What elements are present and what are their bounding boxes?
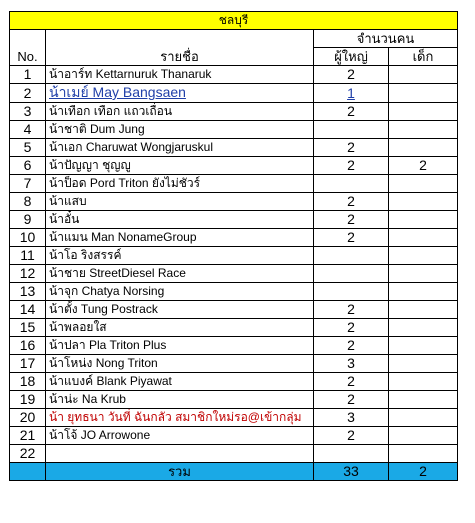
child-count-cell[interactable] xyxy=(389,229,458,247)
table-row xyxy=(10,391,458,409)
adult-count-cell[interactable]: 2 xyxy=(314,373,389,391)
total-row xyxy=(10,463,458,481)
table-row xyxy=(10,337,458,355)
child-count-cell[interactable] xyxy=(389,103,458,121)
row-number-cell[interactable]: 21 xyxy=(10,427,46,445)
child-count-cell[interactable] xyxy=(389,84,458,103)
row-number-cell[interactable]: 13 xyxy=(10,283,46,301)
name-cell[interactable] xyxy=(46,84,314,103)
child-count-cell[interactable] xyxy=(389,391,458,409)
row-number-cell[interactable]: 11 xyxy=(10,247,46,265)
adult-count-link[interactable]: 1 xyxy=(347,84,355,101)
adult-count-cell[interactable]: 2 xyxy=(314,391,389,409)
child-count-cell[interactable] xyxy=(389,319,458,337)
name-cell[interactable]: น้าชาติ Dum Jung xyxy=(46,121,314,139)
adult-count-cell[interactable] xyxy=(314,265,389,283)
name-cell[interactable]: น้าโจ้ JO Arrowone xyxy=(46,427,314,445)
child-count-cell[interactable] xyxy=(389,301,458,319)
row-number-cell[interactable]: 6 xyxy=(10,157,46,175)
name-cell[interactable]: น้า ยุทธนา วันที่ ฉันกลัว สมาชิกใหม่รอ@เข้ากลุ่ม xyxy=(46,409,314,427)
adult-count-cell[interactable] xyxy=(314,175,389,193)
name-link[interactable]: น้าเมย์ May Bangsaen xyxy=(49,84,186,100)
child-count-cell[interactable] xyxy=(389,265,458,283)
table-row xyxy=(10,409,458,427)
table-row xyxy=(10,319,458,337)
table-row xyxy=(10,355,458,373)
child-count-cell[interactable] xyxy=(389,247,458,265)
row-number-cell[interactable]: 8 xyxy=(10,193,46,211)
table-row xyxy=(10,211,458,229)
row-number-cell[interactable]: 1 xyxy=(10,66,46,84)
child-count-cell[interactable] xyxy=(389,175,458,193)
adult-count-cell[interactable]: 2 xyxy=(314,103,389,121)
table-row xyxy=(10,66,458,84)
name-cell[interactable]: น้าเทือก เทือก แถวเถื่อน xyxy=(46,103,314,121)
child-count-cell[interactable] xyxy=(389,409,458,427)
name-cell[interactable]: น้าป็อด Pord Triton ยังไม่ชัวร์ xyxy=(46,175,314,193)
header-no[interactable]: No. xyxy=(10,30,46,66)
name-cell[interactable]: น้าอั๋น xyxy=(46,211,314,229)
row-number-cell[interactable]: 10 xyxy=(10,229,46,247)
table-row xyxy=(10,373,458,391)
name-cell[interactable]: น้าปัญญา ชุญญู xyxy=(46,157,314,175)
name-cell[interactable]: น้าจุก Chatya Norsing xyxy=(46,283,314,301)
table-row xyxy=(10,175,458,193)
child-count-cell[interactable] xyxy=(389,139,458,157)
name-cell[interactable]: น้าแสบ xyxy=(46,193,314,211)
table-row xyxy=(10,229,458,247)
table-row xyxy=(10,427,458,445)
child-count-cell[interactable] xyxy=(389,337,458,355)
name-cell[interactable]: น้าปลา Pla Triton Plus xyxy=(46,337,314,355)
name-cell[interactable]: น้าชาย StreetDiesel Race xyxy=(46,265,314,283)
adult-count-cell[interactable]: 2 xyxy=(314,301,389,319)
child-count-cell[interactable] xyxy=(389,373,458,391)
row-number-cell[interactable]: 2 xyxy=(10,84,46,103)
name-cell[interactable]: น้าน่ะ Na Krub xyxy=(46,391,314,409)
header-count[interactable]: จำนวนคน xyxy=(314,30,458,48)
name-cell[interactable]: น้าพลอยใส xyxy=(46,319,314,337)
table-row xyxy=(10,283,458,301)
row-number-cell[interactable]: 7 xyxy=(10,175,46,193)
name-cell[interactable]: น้าโหน่ง Nong Triton xyxy=(46,355,314,373)
table-row xyxy=(10,84,458,103)
row-number-cell[interactable]: 17 xyxy=(10,355,46,373)
row-number-cell[interactable]: 14 xyxy=(10,301,46,319)
child-count-cell[interactable] xyxy=(389,121,458,139)
table-row xyxy=(10,157,458,175)
row-number-cell[interactable]: 4 xyxy=(10,121,46,139)
header-child[interactable]: เด็ก xyxy=(389,48,458,66)
adult-count-cell[interactable]: 2 xyxy=(314,229,389,247)
adult-count-cell[interactable]: 2 xyxy=(314,193,389,211)
adult-count-cell[interactable]: 2 xyxy=(314,427,389,445)
adult-count-cell[interactable]: 2 xyxy=(314,211,389,229)
total-label[interactable]: รวม xyxy=(46,463,314,481)
table-row xyxy=(10,121,458,139)
header-name[interactable]: รายชื่อ xyxy=(46,30,314,66)
header-adult[interactable]: ผู้ใหญ่ xyxy=(314,48,389,66)
table-row xyxy=(10,139,458,157)
child-count-cell[interactable] xyxy=(389,355,458,373)
child-count-cell[interactable] xyxy=(389,211,458,229)
child-count-cell[interactable] xyxy=(389,283,458,301)
child-count-cell[interactable] xyxy=(389,427,458,445)
table-row xyxy=(10,247,458,265)
sheet-title[interactable]: ชลบุรี xyxy=(10,12,458,30)
row-number-cell[interactable]: 16 xyxy=(10,337,46,355)
attendee-table xyxy=(9,11,458,481)
adult-count-cell[interactable]: 2 xyxy=(314,66,389,84)
name-cell[interactable]: น้าแมน Man NonameGroup xyxy=(46,229,314,247)
row-number-cell[interactable]: 18 xyxy=(10,373,46,391)
child-count-cell[interactable] xyxy=(389,445,458,463)
row-number-cell[interactable]: 12 xyxy=(10,265,46,283)
row-number-cell[interactable]: 19 xyxy=(10,391,46,409)
adult-count-cell[interactable]: 2 xyxy=(314,157,389,175)
name-cell[interactable]: น้าตั้ง Tung Postrack xyxy=(46,301,314,319)
total-empty-cell[interactable] xyxy=(10,463,46,481)
table-row xyxy=(10,265,458,283)
adult-count-cell[interactable] xyxy=(314,247,389,265)
adult-count-cell[interactable] xyxy=(314,84,389,103)
row-number-cell[interactable]: 3 xyxy=(10,103,46,121)
child-count-cell[interactable] xyxy=(389,193,458,211)
table-row xyxy=(10,301,458,319)
total-adult-cell[interactable]: 33 xyxy=(314,463,389,481)
adult-count-cell[interactable]: 2 xyxy=(314,319,389,337)
name-cell[interactable]: น้าเอก Charuwat Wongjaruskul xyxy=(46,139,314,157)
name-cell[interactable]: น้าแบงค์ Blank Piyawat xyxy=(46,373,314,391)
table-row xyxy=(10,193,458,211)
total-child-cell[interactable]: 2 xyxy=(389,463,458,481)
adult-count-cell[interactable]: 3 xyxy=(314,409,389,427)
child-count-cell[interactable] xyxy=(389,66,458,84)
row-number-cell[interactable]: 9 xyxy=(10,211,46,229)
row-number-cell[interactable]: 22 xyxy=(10,445,46,463)
adult-count-cell[interactable] xyxy=(314,283,389,301)
table-row xyxy=(10,445,458,463)
adult-count-cell[interactable] xyxy=(314,445,389,463)
name-cell[interactable]: น้าอาร์ท Kettarnuruk Thanaruk xyxy=(46,66,314,84)
row-number-cell[interactable]: 5 xyxy=(10,139,46,157)
adult-count-cell[interactable]: 3 xyxy=(314,355,389,373)
name-cell[interactable]: น้าโอ ริงสรรค์ xyxy=(46,247,314,265)
adult-count-cell[interactable]: 2 xyxy=(314,139,389,157)
adult-count-cell[interactable]: 2 xyxy=(314,337,389,355)
row-number-cell[interactable]: 20 xyxy=(10,409,46,427)
name-cell[interactable] xyxy=(46,445,314,463)
adult-count-cell[interactable] xyxy=(314,121,389,139)
table-row xyxy=(10,103,458,121)
row-number-cell[interactable]: 15 xyxy=(10,319,46,337)
child-count-cell[interactable]: 2 xyxy=(389,157,458,175)
